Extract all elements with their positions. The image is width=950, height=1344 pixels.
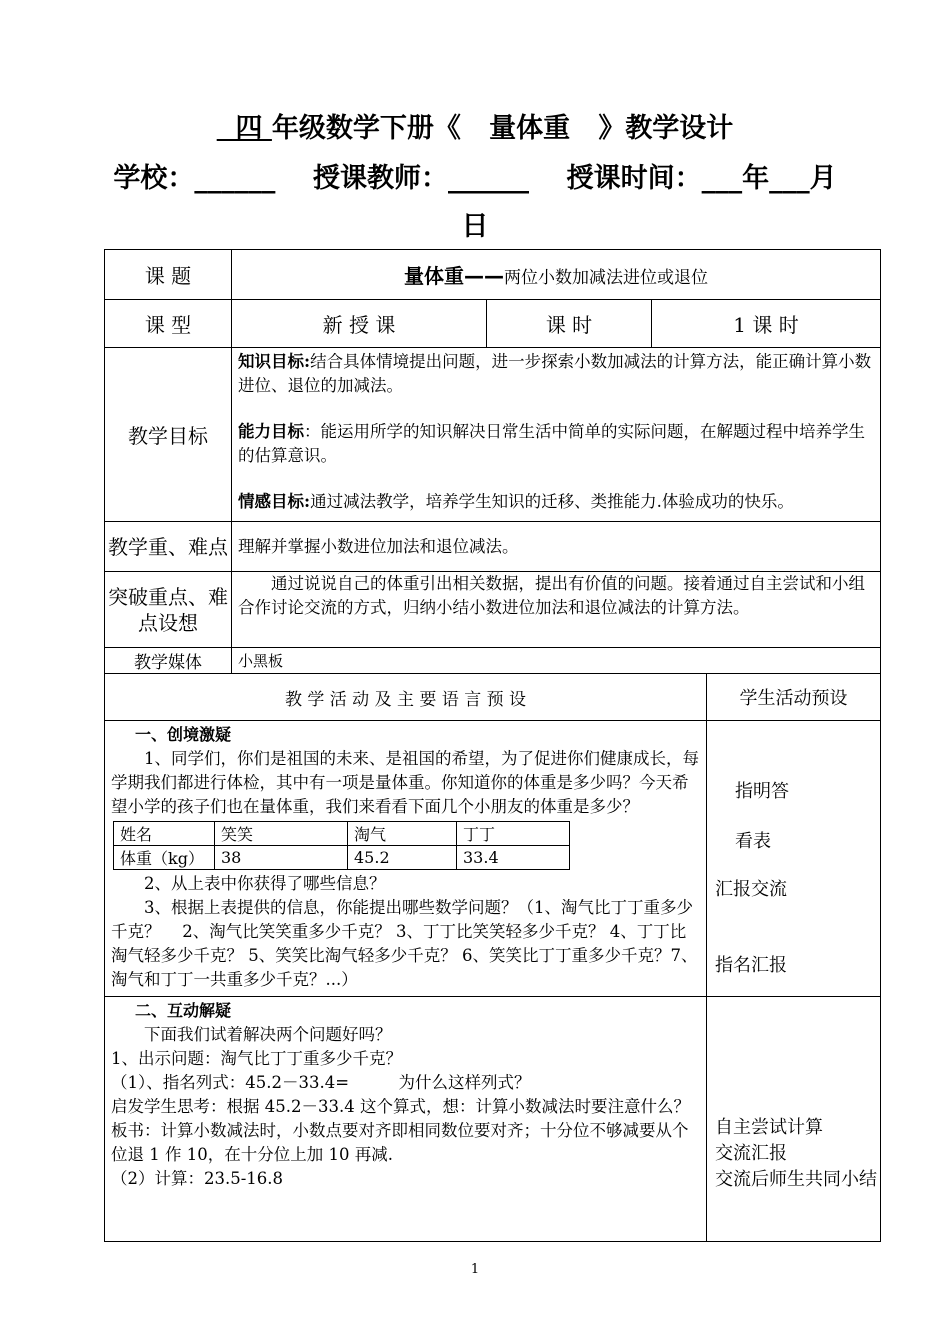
school-field: 学校：______ bbox=[113, 163, 276, 194]
time-field: 授课时间：___年___月 bbox=[566, 163, 837, 194]
student-header: 学生活动预设 bbox=[707, 674, 881, 721]
lesson-name: 量体重 bbox=[489, 113, 571, 144]
weight-table-cell: 姓名 bbox=[114, 822, 215, 846]
media-label: 教学媒体 bbox=[105, 648, 232, 674]
student-activity: 指明答 bbox=[735, 781, 789, 802]
page-number: 1 bbox=[470, 1262, 480, 1277]
section1-content bbox=[105, 721, 707, 997]
section1-p2: 2、从上表中你获得了哪些信息？ bbox=[144, 874, 386, 893]
weight-table-cell: 38 bbox=[215, 846, 348, 870]
activity-header-row bbox=[105, 674, 881, 721]
section2-student bbox=[707, 997, 881, 1242]
grade-field: 四 bbox=[235, 113, 263, 144]
goals-label: 教学目标 bbox=[105, 348, 232, 522]
section1-p3: 3、根据上表提供的信息，你能提出哪些数学问题？（1、淘气比丁丁重多少千克？ 2、淘气比笑笑重多少千克？ 3、丁丁比笑笑轻多少千克？ 4、丁丁比淘气轻多少千克？ 5、笑笑比淘气轻多少千克？ 6、笑笑比丁丁重多少千克？7、淘气和丁丁一共重多少千克？...） bbox=[111, 898, 698, 989]
weight-table-cell: 淘气 bbox=[348, 822, 457, 846]
section2-line: 下面我们试着解决两个问题好吗？ bbox=[144, 1025, 392, 1044]
section2-line: 1、出示问题：淘气比丁丁重多少千克？ bbox=[111, 1049, 402, 1068]
key-row bbox=[105, 522, 881, 572]
section2-line: （1）、指名列式：45.2－33.4= 为什么这样列式？ bbox=[111, 1073, 531, 1092]
weight-table-cell: 45.2 bbox=[348, 846, 457, 870]
section2-content bbox=[105, 997, 707, 1242]
student-activity: 交流汇报 bbox=[715, 1143, 787, 1164]
breakthrough-content: 通过说说自己的体重引出相关数据，提出有价值的问题。接着通过自主尝试和小组合作讨论交流的方式，归纳小结小数进位加法和退位减法的计算方法。 bbox=[232, 572, 881, 648]
media-content: 小黑板 bbox=[232, 648, 881, 674]
key-label: 教学重、难点 bbox=[105, 522, 232, 572]
teacher-field: 授课教师：______ bbox=[313, 163, 529, 194]
section1-row bbox=[105, 721, 881, 997]
student-activity: 自主尝试计算 bbox=[715, 1117, 823, 1138]
info-line bbox=[0, 156, 950, 195]
student-activity: 看表 bbox=[735, 831, 771, 852]
breakthrough-label: 突破重点、难点设想 bbox=[105, 572, 232, 648]
lesson-plan-table bbox=[104, 249, 881, 1242]
topic-row bbox=[105, 250, 881, 300]
key-content: 理解并掌握小数进位加法和退位减法。 bbox=[232, 522, 881, 572]
document-title: 四 年级数学下册《 量体重 》教学设计 bbox=[0, 106, 950, 145]
activity-header: 教 学 活 动 及 主 要 语 言 预 设 bbox=[105, 674, 707, 721]
type-label: 课 型 bbox=[105, 300, 232, 348]
hours-label: 课 时 bbox=[487, 300, 652, 348]
weight-table-cell: 33.4 bbox=[457, 846, 570, 870]
student-activity: 交流后师生共同小结 bbox=[715, 1169, 877, 1190]
student-activity: 指名汇报 bbox=[715, 955, 787, 976]
section2-row bbox=[105, 997, 881, 1242]
section2-heading: 二、互动解疑 bbox=[135, 1001, 232, 1020]
weight-table-cell: 笑笑 bbox=[215, 822, 348, 846]
topic-value: 量体重——两位小数加减法进位或退位 bbox=[232, 250, 881, 300]
section1-p1: 1、同学们，你们是祖国的未来、是祖国的希望，为了促进你们健康成长，每学期我们都进行体检，其中有一项是量体重。你知道你的体重是多少吗？今天希望小学的孩子们也在量体重，我们来看看下面几个小朋友的体重是多少？ bbox=[111, 749, 699, 816]
hours-value: 1 课 时 bbox=[652, 300, 881, 348]
goals-content: 知识目标:结合具体情境提出问题，进一步探索小数加减法的计算方法，能正确计算小数进位、退位的加减法。 能力目标：能运用所学的知识解决日常生活中简单的实际问题，在解题过程中培养学生的估算意识。 情感目标:通过减法教学，培养学生知识的迁移、类推能力.体验成功的快乐。 bbox=[232, 348, 881, 522]
weight-table-cell: 体重（kg） bbox=[114, 846, 215, 870]
type-value: 新 授 课 bbox=[232, 300, 487, 348]
topic-label: 课 题 bbox=[105, 250, 232, 300]
type-row bbox=[105, 300, 881, 348]
media-row bbox=[105, 648, 881, 674]
section1-heading: 一、创境激疑 bbox=[135, 725, 232, 744]
goals-row bbox=[105, 348, 881, 522]
student-activity: 汇报交流 bbox=[715, 879, 787, 900]
breakthrough-row bbox=[105, 572, 881, 648]
section2-line: 启发学生思考：根据 45.2－33.4 这个算式，想：计算小数减法时要注意什么？ bbox=[111, 1097, 690, 1116]
section2-line: 板书：计算小数减法时，小数点要对齐即相同数位要对齐；十分位不够减要从个位退 1 作 10，在十分位上加 10 再减. bbox=[111, 1121, 689, 1164]
section1-student bbox=[707, 721, 881, 997]
day-label: 日 bbox=[461, 211, 489, 242]
weight-table bbox=[113, 821, 570, 870]
section2-line: （2）计算：23.5-16.8 bbox=[111, 1169, 284, 1188]
weight-table-cell: 丁丁 bbox=[457, 822, 570, 846]
